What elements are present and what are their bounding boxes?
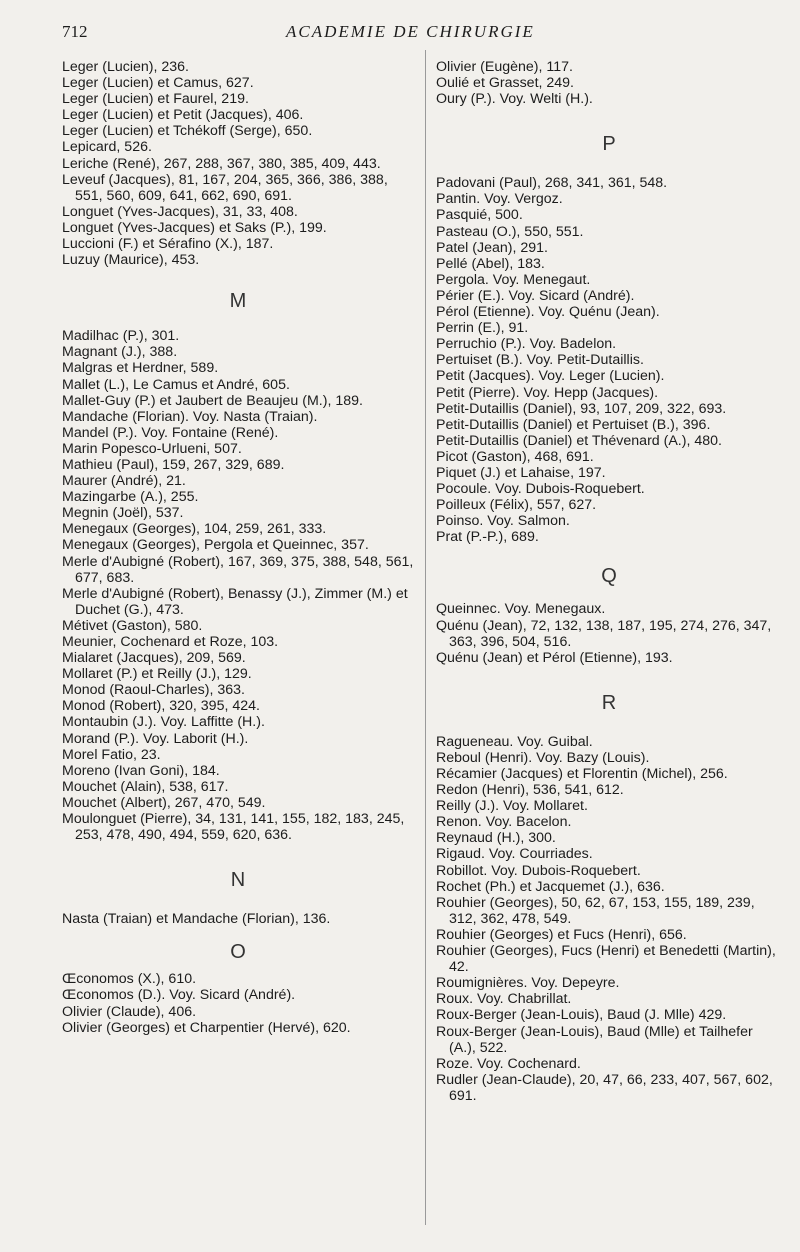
index-entry: Petit-Dutaillis (Daniel), 93, 107, 209, 322, 693. [436,400,727,417]
index-entry: Rigaud. Voy. Courriades. [436,846,593,863]
index-entry: Pantin. Voy. Vergoz. [436,191,563,208]
index-entry: Mallet-Guy (P.) et Jaubert de Beaujeu (M.), 189. [62,392,363,409]
index-entry: Longuet (Yves-Jacques) et Saks (P.), 199. [62,219,327,236]
index-entry: Mialaret (Jacques), 209, 569. [62,650,246,667]
index-entry: Piquet (J.) et Lahaise, 197. [436,464,606,481]
index-entry: Merle d'Aubigné (Robert), 167, 369, 375, 388, 548, 561, 677, 683. [62,553,414,586]
index-entry: Padovani (Paul), 268, 341, 361, 548. [436,175,668,192]
index-entry: Œconomos (D.). Voy. Sicard (André). [62,987,296,1004]
index-entry: Petit (Pierre). Voy. Hepp (Jacques). [436,384,659,401]
index-entry: Leger (Lucien), 236. [62,59,189,75]
index-entry: Marin Popesco-Urlueni, 507. [62,440,242,457]
index-entry: Leger (Lucien) et Camus, 627. [62,75,254,92]
index-entry: Moreno (Ivan Goni), 184. [62,762,220,779]
index-entry: Roux-Berger (Jean-Louis), Baud (J. Mlle) 429. [436,1007,727,1024]
section-letter: Q [601,565,617,588]
index-entry: Pergola. Voy. Menegaut. [436,271,591,288]
index-entry: Leger (Lucien) et Faurel, 219. [62,91,249,108]
index-entry: Redon (Henri), 536, 541, 612. [436,782,624,799]
index-entry: Queinnec. Voy. Menegaux. [436,601,606,618]
index-entry: Pertuiset (B.). Voy. Petit-Dutaillis. [436,352,644,369]
index-entry: Renon. Voy. Bacelon. [436,814,572,831]
index-entry: Mallet (L.), Le Camus et André, 605. [62,376,290,393]
index-entry: Œconomos (X.), 610. [62,971,197,988]
left-column [62,59,414,1036]
index-entry: Roze. Voy. Cochenard. [436,1055,581,1072]
index-entry: Pocoule. Voy. Dubois-Roquebert. [436,481,645,498]
index-entry: Quénu (Jean) et Pérol (Etienne), 193. [436,649,673,666]
index-entry: Malgras et Herdner, 589. [62,360,219,377]
index-entry: Pasquié, 500. [436,207,523,224]
page-header [62,22,780,46]
index-entry: Reboul (Henri). Voy. Bazy (Louis). [436,749,650,766]
index-entry: Meunier, Cochenard et Roze, 103. [62,634,279,650]
index-entry: Monod (Robert), 320, 395, 424. [62,698,260,715]
index-entry: Prat (P.-P.), 689. [436,529,539,546]
index-entry: Métivet (Gaston), 580. [62,617,203,634]
section-letter: R [601,691,617,714]
index-entry: Rouhier (Georges), Fucs (Henri) et Benedetti (Martin), 42. [436,943,776,976]
index-entry: Reilly (J.). Voy. Mollaret. [436,798,588,815]
index-entry: Pasteau (O.), 550, 551. [436,223,584,240]
index-entry: Madilhac (P.), 301. [62,328,180,345]
index-entry: Leveuf (Jacques), 81, 167, 204, 365, 366, 386, 388, 551, 560, 609, 641, 662, 690, 691. [62,171,388,204]
index-entry: Robillot. Voy. Dubois-Roquebert. [436,862,641,879]
index-entry: Luzuy (Maurice), 453. [62,252,200,269]
index-entry: Roux-Berger (Jean-Louis), Baud (Mlle) et Tailhefer (A.), 522. [436,1023,753,1056]
index-entry: Menegaux (Georges), 104, 259, 261, 333. [62,521,327,538]
index-entry: Morel Fatio, 23. [62,746,161,763]
index-entry: Menegaux (Georges), Pergola et Queinnec, 357. [62,537,369,554]
index-entry: Maurer (André), 21. [62,473,186,490]
index-entry: Petit-Dutaillis (Daniel) et Thévenard (A.), 480. [436,432,722,449]
index-entry: Leriche (René), 267, 288, 367, 380, 385, 409, 443. [62,155,381,172]
index-entry: Leger (Lucien) et Petit (Jacques), 406. [62,107,304,124]
index-entry: Perruchio (P.). Voy. Badelon. [436,336,617,353]
index-entry: Olivier (Georges) et Charpentier (Hervé), 620. [62,1019,351,1036]
right-column [436,59,782,1104]
index-entry: Roumignières. Voy. Depeyre. [436,975,620,992]
index-entry: Oury (P.). Voy. Welti (H.). [436,91,593,108]
section-letter: O [230,941,246,964]
page-number: 712 [62,22,88,41]
index-entry: Mazingarbe (A.), 255. [62,489,199,506]
index-entry: Patel (Jean), 291. [436,239,548,256]
index-entry: Mandel (P.). Voy. Fontaine (René). [62,424,279,441]
index-entry: Picot (Gaston), 468, 691. [436,448,594,465]
section-letter: N [230,869,246,892]
index-entry: Rouhier (Georges) et Fucs (Henri), 656. [436,926,687,943]
column-divider [425,50,426,1225]
index-entry: Olivier (Claude), 406. [62,1003,197,1020]
index-entry: Leger (Lucien) et Tchékoff (Serge), 650. [62,123,313,140]
index-entry: Rudler (Jean-Claude), 20, 47, 66, 233, 407, 567, 602, 691. [436,1071,773,1104]
index-entry: Moulonguet (Pierre), 34, 131, 141, 155, 182, 183, 245, 253, 478, 490, 494, 559, 620, 636. [62,811,405,844]
index-entry: Rouhier (Georges), 50, 62, 67, 153, 155, 189, 239, 312, 362, 478, 549. [436,894,755,927]
index-entry: Nasta (Traian) et Mandache (Florian), 136. [62,911,331,928]
index-entry: Petit (Jacques). Voy. Leger (Lucien). [436,368,665,385]
index-entry: Megnin (Joël), 537. [62,505,184,522]
index-entry: Luccioni (F.) et Sérafino (X.), 187. [62,236,274,253]
index-entry: Magnant (J.), 388. [62,344,178,361]
index-entry: Perrin (E.), 91. [436,320,529,337]
index-entry: Mouchet (Alain), 538, 617. [62,778,229,795]
index-entry: Longuet (Yves-Jacques), 31, 33, 408. [62,203,298,220]
index-entry: Montaubin (J.). Voy. Laffitte (H.). [62,714,265,731]
index-entry: Lepicard, 526. [62,139,152,156]
index-entry: Petit-Dutaillis (Daniel) et Pertuiset (B.), 396. [436,416,711,433]
index-entry: Pellé (Abel), 183. [436,255,545,272]
index-entry: Mouchet (Albert), 267, 470, 549. [62,794,266,811]
index-entry: Mathieu (Paul), 159, 267, 329, 689. [62,456,285,473]
index-entry: Reynaud (H.), 300. [436,830,556,847]
index-entry: Ragueneau. Voy. Guibal. [436,733,593,750]
index-entry: Merle d'Aubigné (Robert), Benassy (J.), Zimmer (M.) et Duchet (G.), 473. [62,585,408,618]
index-entry: Oulié et Grasset, 249. [436,75,575,92]
section-letter: M [229,290,247,313]
index-entry: Quénu (Jean), 72, 132, 138, 187, 195, 274, 276, 347, 363, 396, 504, 516. [436,617,772,650]
index-entry: Périer (E.). Voy. Sicard (André). [436,287,635,304]
index-entry: Mandache (Florian). Voy. Nasta (Traian). [62,408,318,425]
index-entry: Roux. Voy. Chabrillat. [436,991,572,1008]
running-head: ACADEMIE DE CHIRURGIE [286,22,535,41]
index-entry: Poinso. Voy. Salmon. [436,513,570,530]
index-entry: Monod (Raoul-Charles), 363. [62,682,245,699]
index-entry: Rochet (Ph.) et Jacquemet (J.), 636. [436,878,665,895]
index-entry: Pérol (Etienne). Voy. Quénu (Jean). [436,304,660,321]
index-entry: Mollaret (P.) et Reilly (J.), 129. [62,666,252,683]
index-entry: Poilleux (Félix), 557, 627. [436,497,597,514]
section-letter: P [602,133,616,156]
index-entry: Morand (P.). Voy. Laborit (H.). [62,730,249,747]
index-entry: Récamier (Jacques) et Florentin (Michel), 256. [436,766,728,782]
index-entry: Olivier (Eugène), 117. [436,59,573,75]
